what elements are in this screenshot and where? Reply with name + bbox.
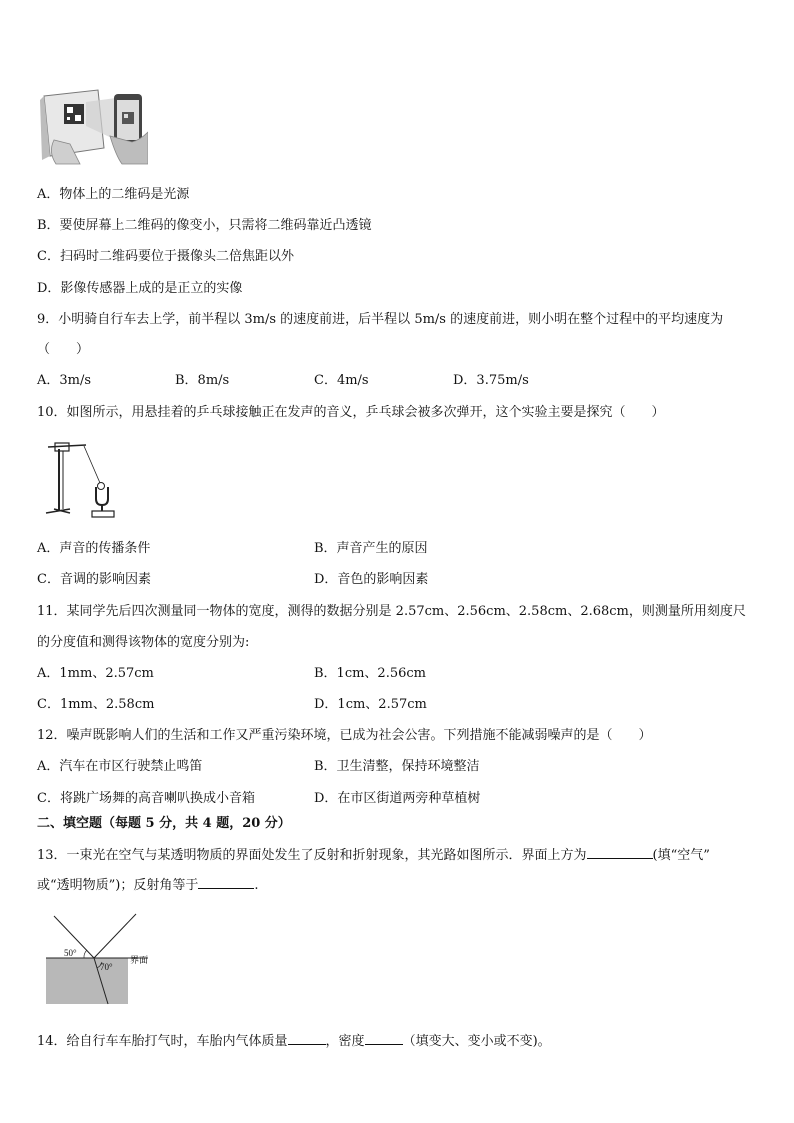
q9-option-c: C．4m/s: [314, 373, 369, 388]
q9-option-a: A．3m/s: [37, 373, 92, 388]
q14-stem: [37, 1030, 551, 1051]
q8-option-b: B．要使屏幕上二维码的像变小，只需将二维码靠近凸透镜: [37, 218, 372, 233]
q11-option-a: A．1mm、2.57cm: [37, 666, 154, 681]
q13-blank-2[interactable]: [198, 874, 254, 889]
q12-option-a: A．汽车在市区行驶禁止鸣笛: [37, 759, 203, 774]
refraction-figure: [44, 908, 164, 1008]
q13-stem-line1: [37, 844, 710, 865]
q13-stem-line2: [37, 874, 259, 895]
q12-option-c: C．将跳广场舞的高音喇叭换成小音箱: [37, 791, 255, 806]
qr-scan-figure: [40, 86, 148, 166]
q14-stem-part2: ，密度: [325, 1034, 365, 1049]
q11-option-d: D．1cm、2.57cm: [314, 697, 427, 712]
q10-option-d: D．音色的影响因素: [314, 572, 429, 587]
q8-option-a: A．物体上的二维码是光源: [37, 187, 190, 202]
q10-option-a: A．声音的传播条件: [37, 541, 151, 556]
q12-option-d: D．在市区街道两旁种草植树: [314, 791, 481, 806]
q13-stem-part2: (填“空气”: [652, 848, 710, 863]
q10-option-c: C．音调的影响因素: [37, 572, 151, 587]
q13-blank-1[interactable]: [587, 844, 653, 859]
q9-paren: （ ）: [37, 342, 90, 357]
section-heading-fill-in: 二、填空题（每题 5 分，共 4 题，20 分）: [37, 816, 291, 831]
q9-option-b: B．8m/s: [175, 373, 230, 388]
q11-option-c: C．1mm、2.58cm: [37, 697, 155, 712]
tuning-fork-figure: [40, 437, 130, 521]
q11-option-b: B．1cm、2.56cm: [314, 666, 426, 681]
q12-stem: 12．噪声既影响人们的生活和工作又严重污染环境，已成为社会公害。下列措施不能减弱噪声的是（ ）: [37, 728, 652, 743]
q11-stem-line1: 11．某同学先后四次测量同一物体的宽度，测得的数据分别是 2.57cm、2.56cm、2.58cm、2.68cm，则测量所用刻度尺: [37, 604, 746, 619]
q12-option-b: B．卫生清整，保持环境整洁: [314, 759, 480, 774]
q8-option-c: C．扫码时二维码要位于摄像头二倍焦距以外: [37, 249, 294, 264]
q14-blank-1[interactable]: [288, 1030, 326, 1045]
q14-stem-part3: （填变大、变小或不变)。: [402, 1034, 551, 1049]
q13-stem-part3: 或“透明物质”)；反射角等于: [37, 878, 199, 893]
q13-stem-part4: .: [254, 878, 259, 893]
angle-label-50: 50°: [64, 948, 77, 958]
interface-label: 界面: [130, 956, 149, 966]
q9-stem: 9．小明骑自行车去上学，前半程以 3m/s 的速度前进，后半程以 5m/s 的速度前进，则小明在整个过程中的平均速度为: [37, 312, 724, 327]
q13-stem-part1: 13．一束光在空气与某透明物质的界面处发生了反射和折射现象，其光路如图所示．界面上方为: [37, 848, 587, 863]
q8-option-d: D．影像传感器上成的是正立的实像: [37, 281, 243, 296]
q10-stem: 10．如图所示，用悬挂着的乒乓球接触正在发声的音义，乒乓球会被多次弹开，这个实验主要是探究（ ）: [37, 405, 665, 420]
q9-option-d: D．3.75m/s: [453, 373, 529, 388]
q11-stem-line2: 的分度值和测得该物体的宽度分别为:: [37, 635, 250, 650]
angle-label-70: 70°: [100, 962, 113, 972]
q14-stem-part1: 14．给自行车车胎打气时，车胎内气体质量: [37, 1034, 288, 1049]
q14-blank-2[interactable]: [365, 1030, 403, 1045]
q10-option-b: B．声音产生的原因: [314, 541, 428, 556]
